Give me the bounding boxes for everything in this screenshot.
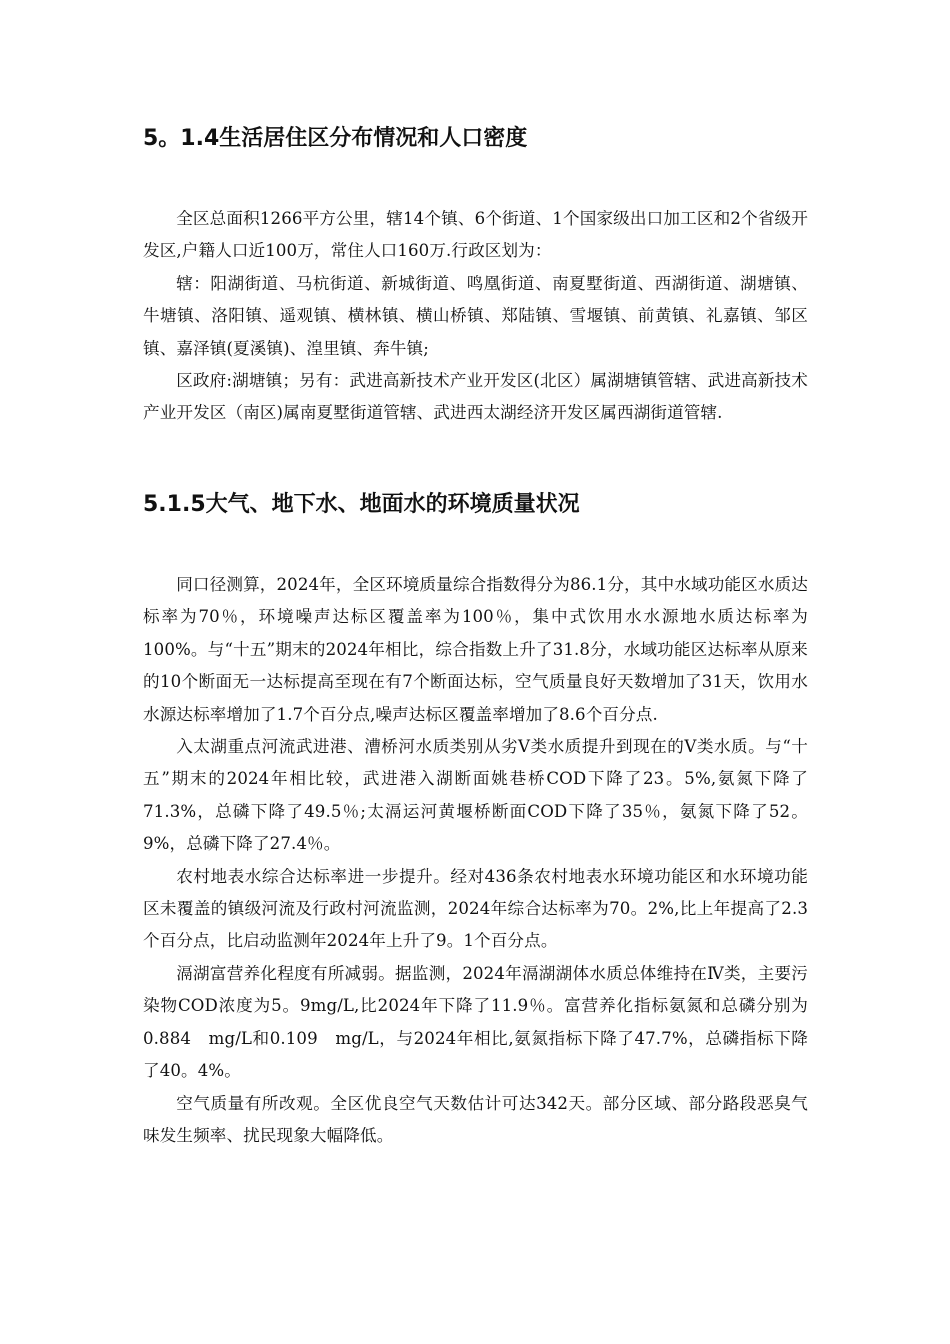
paragraph-taihu-rivers: 入太湖重点河流武进港、漕桥河水质类别从劣Ⅴ类水质提升到现在的Ⅴ类水质。与“十五”期末的2024年相比较，武进港入湖断面姚巷桥COD下降了23。5%,氨氮下降了71.3%，总磷下降了49.5％;太滆运河黄堰桥断面COD下降了35％，氨氮下降了52。9%，总磷下降了27.4％。 xyxy=(143,737,808,854)
section-heading-5-1-5: 5.1.5大气、地下水、地面水的环境质量状况 xyxy=(143,492,580,517)
section-heading-5-1-4: 5。1.4生活居住区分布情况和人口密度 xyxy=(143,126,528,151)
paragraph-district-government: 区政府:湖塘镇；另有：武进高新技术产业开发区(北区）属湖塘镇管辖、武进高新技术产业开发区（南区)属南夏墅街道管辖、武进西太湖经济开发区属西湖街道管辖. xyxy=(143,371,808,423)
paragraph-air-quality: 空气质量有所改观。全区优良空气天数估计可达342天。部分区域、部分路段恶臭气味发生频率、扰民现象大幅降低。 xyxy=(143,1093,808,1145)
paragraph-area-overview: 全区总面积1266平方公里，辖14个镇、6个街道、1个国家级出口加工区和2个省级开发区,户籍人口近100万，常住人口160万.行政区划为： xyxy=(143,209,808,261)
paragraph-environmental-index: 同口径测算，2024年，全区环境质量综合指数得分为86.1分，其中水域功能区水质达标率为70％，环境噪声达标区覆盖率为100％，集中式饮用水水源地水质达标率为100%。与“十五”期末的2024年相比，综合指数上升了31.8分，水域功能区达标率从原来的10个断面无一达标提高至现在有7个断面达标，空气质量良好天数增加了31天，饮用水水源达标率增加了1.7个百分点,噪声达标区覆盖率增加了8.6个百分点. xyxy=(143,575,808,724)
paragraph-rural-surface-water: 农村地表水综合达标率进一步提升。经对436条农村地表水环境功能区和水环境功能区未覆盖的镇级河流及行政村河流监测，2024年综合达标率为70。2%,比上年提高了2.3个百分点，比启动监测年2024年上升了9。1个百分点。 xyxy=(143,866,808,951)
section-body-5-1-4 xyxy=(143,203,808,430)
section-body-5-1-5 xyxy=(143,569,808,1152)
paragraph-gehu-lake: 滆湖富营养化程度有所减弱。据监测，2024年滆湖湖体水质总体维持在Ⅳ类，主要污染物COD浓度为5。9mg/L,比2024年下降了11.9％。富营养化指标氨氮和总磷分别为0.884 mg/L和0.109 mg/L，与2024年相比,氨氮指标下降了47.7%，总磷指标下降了40。4%。 xyxy=(143,963,808,1081)
paragraph-jurisdiction-list: 辖：阳湖街道、马杭街道、新城街道、鸣凰街道、南夏墅街道、西湖街道、湖塘镇、牛塘镇、洛阳镇、遥观镇、横林镇、横山桥镇、郑陆镇、雪堰镇、前黄镇、礼嘉镇、邹区镇、嘉泽镇(夏溪镇)、湟里镇、奔牛镇; xyxy=(143,273,808,358)
